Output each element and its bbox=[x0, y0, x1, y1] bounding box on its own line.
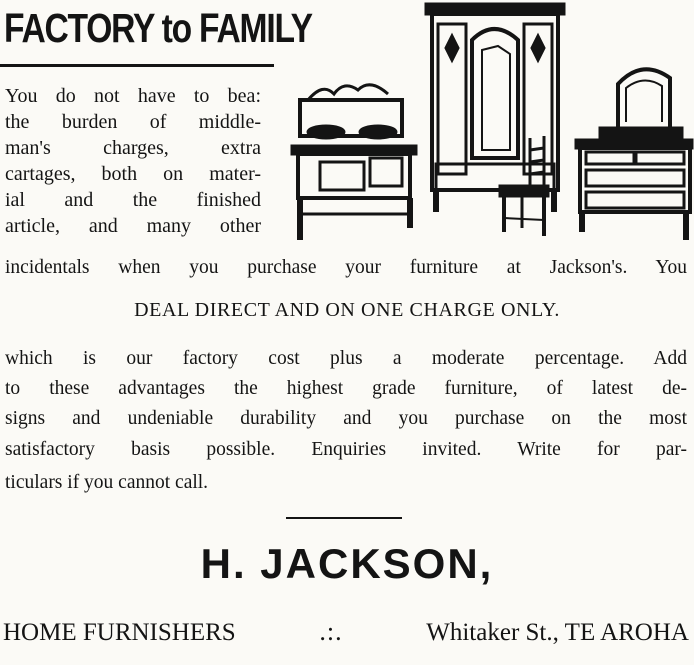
furniture-illustration bbox=[286, 0, 694, 252]
body-line: which is our factory cost plus a moderate percentage. Add bbox=[5, 348, 687, 369]
intro-line: ial and the finished bbox=[5, 189, 261, 211]
intro-line: cartages, both on mater- bbox=[5, 163, 261, 185]
body-line: satisfactory basis possible. Enquiries invited. Write for par- bbox=[5, 439, 687, 460]
footer-line bbox=[3, 617, 689, 647]
headline-rule bbox=[0, 64, 274, 67]
footer-separator: .:. bbox=[319, 617, 343, 646]
body-line: signs and undeniable durability and you purchase on the most bbox=[5, 408, 687, 429]
deal-direct-banner: DEAL DIRECT AND ON ONE CHARGE ONLY. bbox=[134, 299, 560, 321]
advert-headline: FACTORY to FAMILY bbox=[4, 5, 312, 51]
intro-line: You do not have to bea: bbox=[5, 85, 261, 107]
intro-line: article, and many other bbox=[5, 215, 261, 237]
dressing-table-illustration bbox=[576, 69, 692, 240]
intro-line: the burden of middle- bbox=[5, 111, 261, 133]
business-type: HOME FURNISHERS bbox=[3, 619, 236, 646]
separator-rule bbox=[286, 517, 402, 519]
intro-last-line: incidentals when you purchase your furniture at Jackson's. You bbox=[5, 257, 687, 278]
business-address: Whitaker St., TE AROHA bbox=[426, 619, 689, 646]
intro-line: man's charges, extra bbox=[5, 137, 261, 159]
body-line: to these advantages the highest grade furniture, of latest de- bbox=[5, 378, 687, 399]
body-last-line: ticulars if you cannot call. bbox=[5, 472, 209, 493]
company-name: H. JACKSON, bbox=[200, 540, 494, 587]
washstand-illustration bbox=[292, 85, 416, 240]
